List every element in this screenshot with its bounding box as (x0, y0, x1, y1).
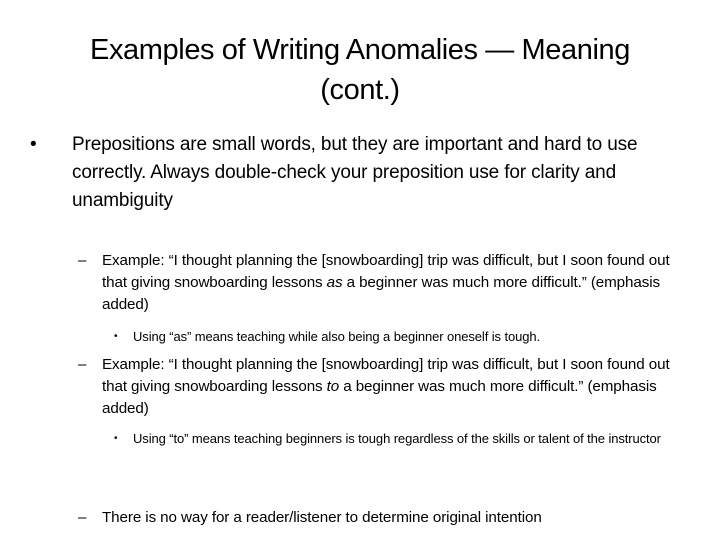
example-1-text (102, 250, 698, 316)
example-1-note-text: Using “as” means teaching while also being a beginner oneself is tough. (133, 329, 540, 344)
example-2-emphasis: to (326, 378, 340, 395)
example-2-note (114, 429, 704, 449)
example-2-pre: Example: “I thought planning the [snowboarding] trip was difficult, but I soon found out that giving snowboarding lessons (102, 356, 670, 395)
dash-marker: – (78, 252, 87, 269)
example-2-post: a beginner was much more difficult.” (emphasis added) (102, 378, 657, 417)
example-1-note (114, 327, 704, 347)
example-2 (78, 354, 698, 420)
example-1-emphasis: as (326, 274, 343, 291)
bullet-marker: • (30, 134, 37, 155)
sub-bullet-marker: • (114, 433, 118, 444)
dash-marker: – (78, 509, 87, 526)
dash-marker: – (78, 356, 87, 373)
slide-title: Examples of Writing Anomalies — Meaning (cont.) (90, 34, 630, 106)
example-1 (78, 250, 698, 316)
example-1-pre: Example: “I thought planning the [snowboarding] trip was difficult, but I soon found out that giving snowboarding lessons (102, 252, 670, 291)
conclusion (78, 507, 698, 529)
sub-bullet-marker: • (114, 331, 118, 342)
example-2-note-text: Using “to” means teaching beginners is tough regardless of the skills or talent of the instructor (133, 431, 661, 446)
main-bullet-text: Prepositions are small words, but they are important and hard to use correctly. Always double-check your preposition use for clarity and unambiguity (72, 134, 638, 211)
conclusion-text: There is no way for a reader/listener to determine original intention (102, 509, 542, 526)
example-1-post: a beginner was much more difficult.” (emphasis added) (102, 274, 660, 313)
example-2-text (102, 354, 698, 420)
main-bullet (30, 131, 700, 215)
